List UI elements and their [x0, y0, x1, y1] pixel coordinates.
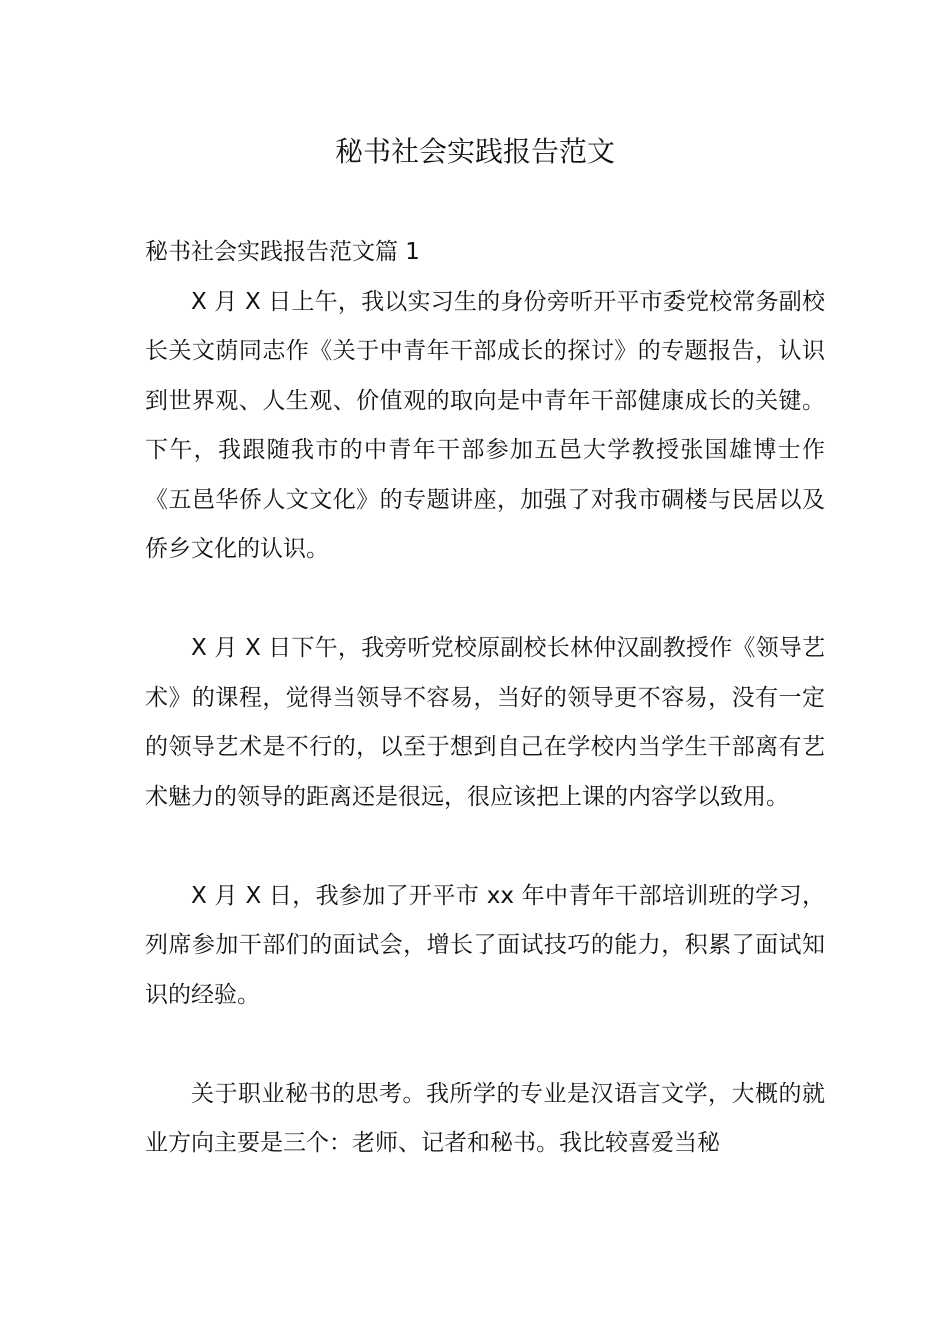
section-heading: 秘书社会实践报告范文篇 1 [145, 239, 420, 265]
paragraph: X 月 X 日，我参加了开平市 xx 年中青年干部培训班的学习，列席参加干部们的面试会，增长了面试技巧的能力，积累了面试知识的经验。 [145, 882, 825, 1008]
paragraph: X 月 X 日下午，我旁听党校原副校长林仲汉副教授作《领导艺术》的课程，觉得当领导不容易，当好的领导更不容易，没有一定的领导艺术是不行的，以至于想到自己在学校内当学生干部离有艺术魅力的领导的距离还是很远，很应该把上课的内容学以致用。 [145, 635, 825, 810]
paragraph: X 月 X 日上午，我以实习生的身份旁听开平市委党校常务副校长关文荫同志作《关于中青年干部成长的探讨》的专题报告，认识到世界观、人生观、价值观的取向是中青年干部健康成长的关键。下午，我跟随我市的中青年干部参加五邑大学教授张国雄博士作《五邑华侨人文文化》的专题讲座，加强了对我市碉楼与民居以及侨乡文化的认识。 [145, 288, 825, 562]
document-title: 秘书社会实践报告范文 [334, 135, 615, 168]
document-body [145, 228, 825, 1218]
paragraph: 关于职业秘书的思考。我所学的专业是汉语言文学，大概的就业方向主要是三个：老师、记者和秘书。我比较喜爱当秘 [145, 1080, 825, 1156]
